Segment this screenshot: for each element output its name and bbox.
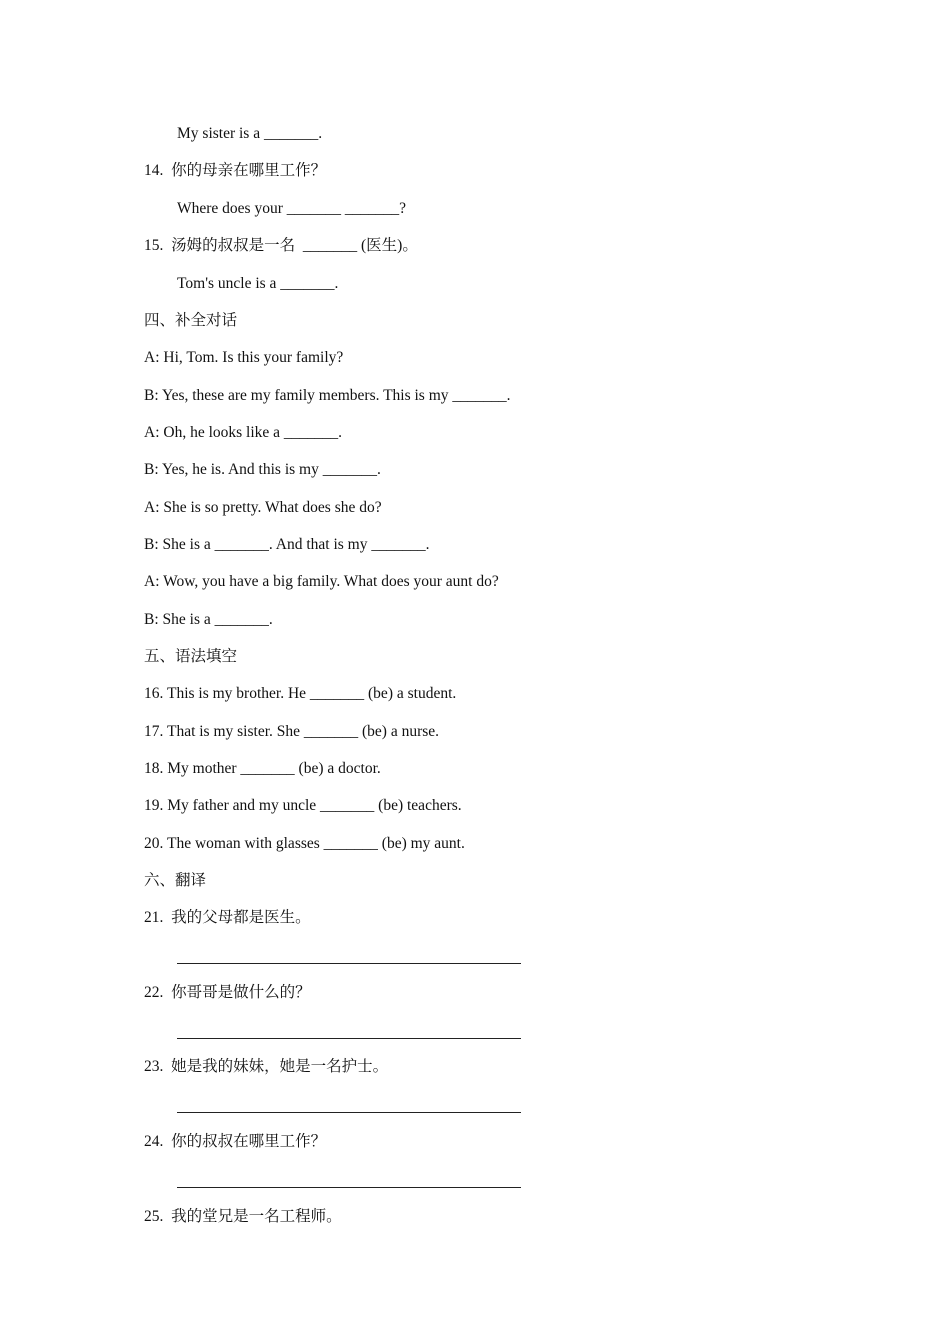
dialogue-line: A: Wow, you have a big family. What does your aunt do?	[144, 573, 499, 590]
q24-answer-line	[177, 1187, 521, 1188]
q17: 17. That is my sister. She _______ (be) a nurse.	[144, 723, 440, 740]
dialogue-line: B: Yes, he is. And this is my _______.	[144, 461, 381, 478]
q21-answer-line	[177, 963, 521, 964]
dialogue-line: A: Oh, he looks like a _______.	[144, 424, 343, 441]
q14-answer-sentence: Where does your _______ _______?	[177, 200, 407, 217]
dialogue-line: B: She is a _______.	[144, 611, 273, 628]
q20: 20. The woman with glasses _______ (be) my aunt.	[144, 835, 465, 852]
q24-prompt: 24. 你的叔叔在哪里工作？	[144, 1133, 327, 1150]
q23-prompt: 23. 她是我的妹妹，她是一名护士。	[144, 1058, 389, 1075]
q14-prompt: 14. 你的母亲在哪里工作？	[144, 162, 327, 179]
section-6-heading: 六、翻译	[144, 872, 207, 889]
q16: 16. This is my brother. He _______ (be) a student.	[144, 685, 457, 702]
q18: 18. My mother _______ (be) a doctor.	[144, 760, 381, 777]
q23-answer-line	[177, 1112, 521, 1113]
q22-prompt: 22. 你哥哥是做什么的？	[144, 984, 311, 1001]
section-4-heading: 四、补全对话	[144, 312, 238, 329]
dialogue-line: A: She is so pretty. What does she do?	[144, 499, 382, 516]
q15-prompt: 15. 汤姆的叔叔是一名 _______ (医生)。	[144, 237, 418, 254]
q22-answer-line	[177, 1038, 521, 1039]
dialogue-line: A: Hi, Tom. Is this your family?	[144, 349, 344, 366]
dialogue-line: B: Yes, these are my family members. This is my _______.	[144, 387, 511, 404]
q15-answer-sentence: Tom's uncle is a _______.	[177, 275, 339, 292]
q19: 19. My father and my uncle _______ (be) teachers.	[144, 797, 462, 814]
dialogue-line: B: She is a _______. And that is my _______.	[144, 536, 430, 553]
section-5-heading: 五、语法填空	[144, 648, 238, 665]
q13-answer-sentence: My sister is a _______.	[177, 125, 323, 142]
q21-prompt: 21. 我的父母都是医生。	[144, 909, 311, 926]
q25-prompt: 25. 我的堂兄是一名工程师。	[144, 1208, 342, 1225]
